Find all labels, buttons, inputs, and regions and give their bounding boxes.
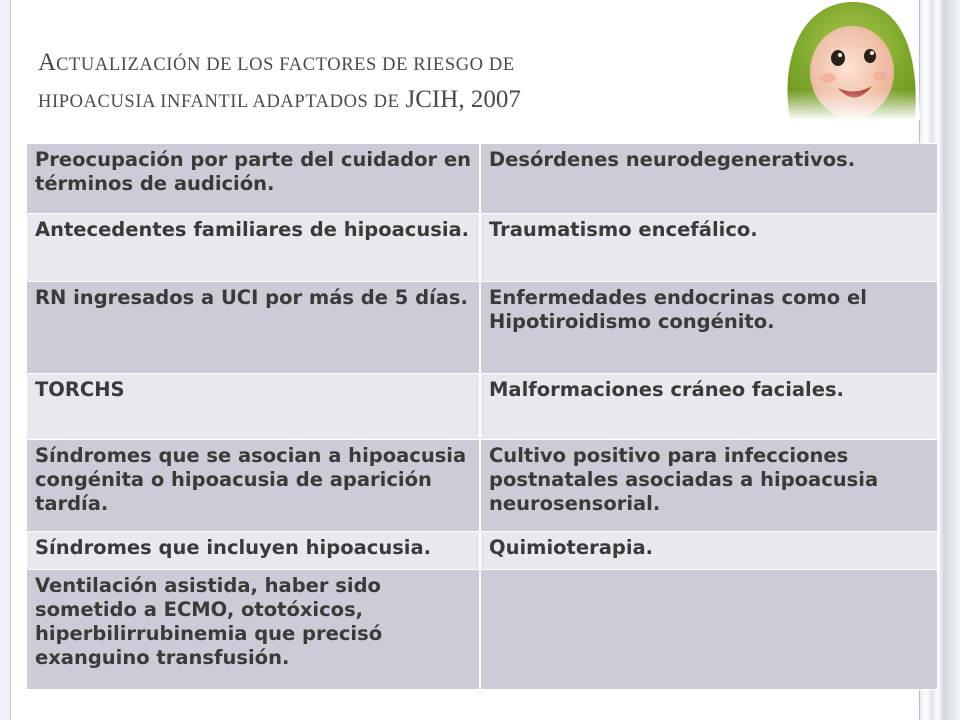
- slide-title: [38, 46, 778, 120]
- title-initial: A: [38, 49, 57, 76]
- table-cell-left: Antecedentes familiares de hipoacusia.: [27, 214, 481, 282]
- title-line-1: [38, 46, 778, 83]
- baby-photo: [780, 0, 920, 120]
- title-line-2-text: HIPOACUSIA INFANTIL ADAPTADOS DE: [38, 92, 400, 112]
- table-row: [27, 214, 938, 282]
- table-cell-left: Preocupación por parte del cuidador en términos de audición.: [27, 144, 481, 214]
- table-cell-left: RN ingresados a UCI por más de 5 días.: [27, 282, 481, 374]
- table-cell-right: [480, 570, 938, 690]
- table-row: [27, 282, 938, 374]
- table-cell-left: Síndromes que se asocian a hipoacusia congénita o hipoacusia de aparición tardía.: [27, 440, 481, 532]
- table-cell-right: Enfermedades endocrinas como el Hipotiroidismo congénito.: [480, 282, 938, 374]
- table-cell-right: Traumatismo encefálico.: [480, 214, 938, 282]
- table-row: [27, 374, 938, 440]
- table-cell-right: Malformaciones cráneo faciales.: [480, 374, 938, 440]
- table-cell-left: Síndromes que incluyen hipoacusia.: [27, 532, 481, 570]
- table-cell-right: Cultivo positivo para infecciones postnatales asociadas a hipoacusia neurosensorial.: [480, 440, 938, 532]
- table-cell-left: TORCHS: [27, 374, 481, 440]
- table-row: [27, 144, 938, 214]
- table-cell-right: Desórdenes neurodegenerativos.: [480, 144, 938, 214]
- table-cell-left: Ventilación asistida, haber sido sometido a ECMO, ototóxicos, hiperbilirrubinemia que precisó exanguino transfusión.: [27, 570, 481, 690]
- title-line-1-text: CTUALIZACIÓN DE LOS FACTORES DE RIESGO DE: [56, 55, 515, 75]
- left-border-decoration: [0, 0, 11, 720]
- title-line-2: [38, 83, 778, 120]
- table-cell-right: Quimioterapia.: [480, 532, 938, 570]
- table-row: [27, 532, 938, 570]
- table-row: [27, 570, 938, 690]
- risk-factors-table: [26, 143, 918, 689]
- table-row: [27, 440, 938, 532]
- title-acronym: JCIH, 2007: [405, 86, 521, 113]
